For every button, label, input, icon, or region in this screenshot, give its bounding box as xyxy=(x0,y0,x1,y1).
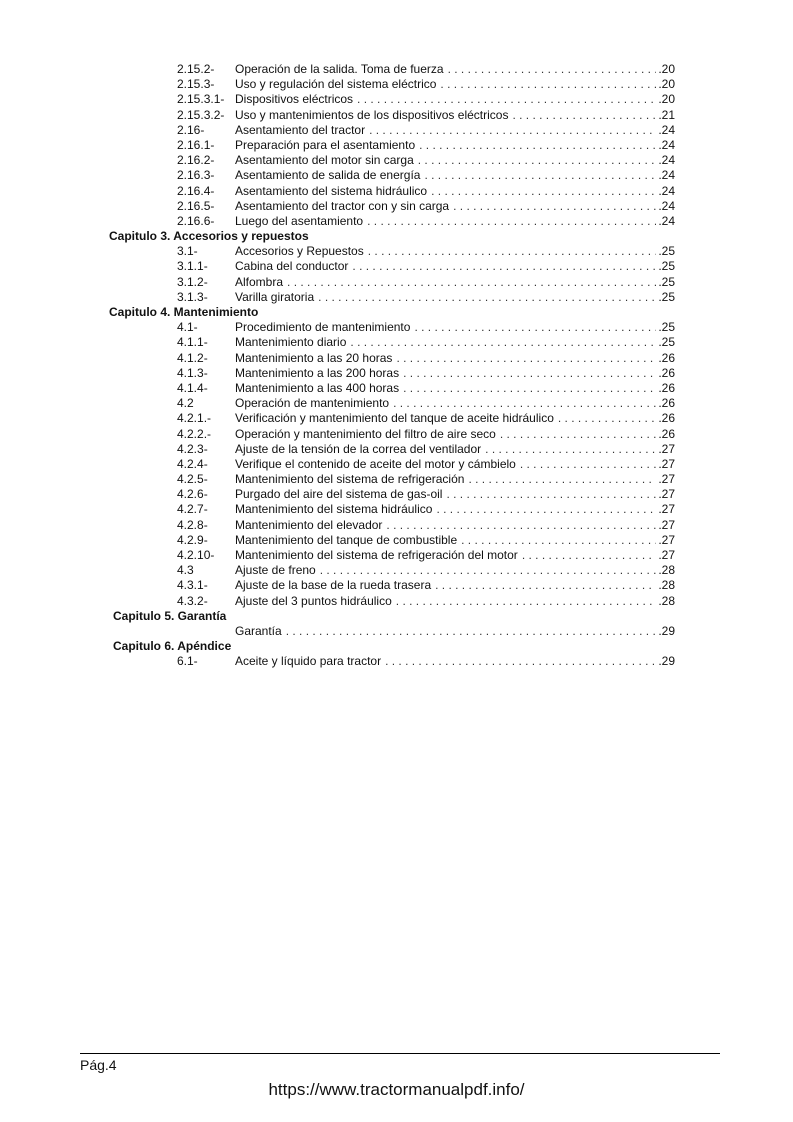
dot-leader xyxy=(453,199,656,214)
dot-leader xyxy=(436,502,656,517)
entry-number: 4.3.2- xyxy=(177,593,208,608)
entry-title: Preparación para el asentamiento xyxy=(235,138,419,153)
dot-leader xyxy=(424,168,656,183)
toc-chapter-heading[interactable] xyxy=(0,229,793,244)
entry-page: .24 xyxy=(658,137,675,152)
entry-title-wrap xyxy=(235,275,675,290)
entry-title-wrap xyxy=(235,624,675,639)
entry-title-wrap xyxy=(235,411,675,426)
entry-title: Operación de mantenimiento xyxy=(235,396,393,411)
entry-page: .25 xyxy=(658,274,675,289)
entry-title-wrap xyxy=(235,578,675,593)
entry-number: 3.1.1- xyxy=(177,259,208,274)
entry-title-wrap xyxy=(235,487,675,502)
toc-entry[interactable] xyxy=(0,548,793,563)
dot-leader xyxy=(500,427,657,442)
entry-title: Asentamiento del sistema hidráulico xyxy=(235,184,431,199)
entry-title-wrap xyxy=(235,123,675,138)
entry-number: 4.1.4- xyxy=(177,380,208,395)
toc-entry[interactable] xyxy=(0,366,793,381)
toc-entry[interactable] xyxy=(0,153,793,168)
dot-leader xyxy=(403,381,656,396)
entry-title: Mantenimiento a las 20 horas xyxy=(235,351,396,366)
entry-title: Mantenimiento del tanque de combustible xyxy=(235,533,461,548)
entry-page: .24 xyxy=(658,198,675,213)
dot-leader xyxy=(431,184,656,199)
toc-entry[interactable] xyxy=(0,624,793,639)
entry-title-wrap xyxy=(235,259,675,274)
toc-entry[interactable] xyxy=(0,77,793,92)
entry-page: .26 xyxy=(658,380,675,395)
entry-page: .26 xyxy=(658,426,675,441)
entry-page: .29 xyxy=(658,654,675,669)
entry-title: Luego del asentamiento xyxy=(235,214,367,229)
entry-title-wrap xyxy=(235,108,675,123)
toc-entry[interactable] xyxy=(0,92,793,107)
entry-title: Mantenimiento del sistema hidráulico xyxy=(235,502,436,517)
toc-entry[interactable] xyxy=(0,275,793,290)
entry-title: Ajuste de freno xyxy=(235,563,320,578)
entry-title-wrap xyxy=(235,77,675,92)
toc-entry[interactable] xyxy=(0,533,793,548)
entry-title-wrap xyxy=(235,320,675,335)
entry-title-wrap xyxy=(235,654,675,669)
entry-title-wrap xyxy=(235,153,675,168)
entry-page: .27 xyxy=(658,487,675,502)
entry-title: Dispositivos eléctricos xyxy=(235,92,357,107)
entry-title-wrap xyxy=(235,548,675,563)
entry-title-wrap xyxy=(235,396,675,411)
entry-title: Operación y mantenimiento del filtro de aire seco xyxy=(235,427,500,442)
entry-number: 2.16.2- xyxy=(177,153,215,168)
entry-number: 4.2.1.- xyxy=(177,411,212,426)
dot-leader xyxy=(419,138,656,153)
dot-leader xyxy=(418,153,657,168)
entry-page: .29 xyxy=(658,623,675,638)
dot-leader xyxy=(350,335,656,350)
toc-entry[interactable] xyxy=(0,502,793,517)
entry-title: Purgado del aire del sistema de gas-oil xyxy=(235,487,446,502)
footer-divider xyxy=(80,1053,720,1054)
entry-title: Verifique el contenido de aceite del motor y cámbielo xyxy=(235,457,520,472)
entry-title: Asentamiento del tractor xyxy=(235,123,369,138)
dot-leader xyxy=(368,244,657,259)
entry-title: Mantenimiento diario xyxy=(235,335,350,350)
dot-leader xyxy=(287,275,656,290)
entry-page: .27 xyxy=(658,502,675,517)
entry-page: .20 xyxy=(658,62,675,76)
entry-number: 6.1- xyxy=(177,654,198,669)
entry-page: .20 xyxy=(658,77,675,92)
entry-title-wrap xyxy=(235,533,675,548)
chapter-title: Capitulo 5. Garantía xyxy=(113,608,227,623)
entry-page: .20 xyxy=(658,92,675,107)
footer-url[interactable]: https://www.tractormanualpdf.info/ xyxy=(268,1080,525,1099)
entry-number: 4.2.7- xyxy=(177,502,208,517)
toc-entry[interactable] xyxy=(0,351,793,366)
entry-page: .27 xyxy=(658,532,675,547)
entry-number: 4.2.2.- xyxy=(177,426,212,441)
entry-number: 4.2.8- xyxy=(177,517,208,532)
entry-title-wrap xyxy=(235,472,675,487)
toc-entry[interactable] xyxy=(0,138,793,153)
entry-title: Asentamiento de salida de energía xyxy=(235,168,424,183)
toc-entry[interactable] xyxy=(0,427,793,442)
entry-page: .27 xyxy=(658,472,675,487)
toc-entry[interactable] xyxy=(0,290,793,305)
toc-entry[interactable] xyxy=(0,123,793,138)
dot-leader xyxy=(440,77,656,92)
entry-number: 2.16.4- xyxy=(177,183,215,198)
dot-leader xyxy=(468,472,656,487)
toc-entry[interactable] xyxy=(0,184,793,199)
dot-leader xyxy=(414,320,656,335)
entry-title: Aceite y líquido para tractor xyxy=(235,654,385,669)
entry-number: 2.15.3.2- xyxy=(177,107,225,122)
dot-leader xyxy=(448,62,657,77)
entry-title-wrap xyxy=(235,518,675,533)
toc-entry[interactable] xyxy=(0,594,793,609)
dot-leader xyxy=(318,290,656,305)
entry-title-wrap xyxy=(235,92,675,107)
dot-leader xyxy=(352,259,656,274)
dot-leader xyxy=(520,457,656,472)
table-of-contents xyxy=(0,62,793,670)
toc-chapter-heading[interactable] xyxy=(0,609,793,624)
entry-page: .26 xyxy=(658,396,675,411)
toc-entry[interactable] xyxy=(0,518,793,533)
entry-page: .24 xyxy=(658,168,675,183)
entry-title-wrap xyxy=(235,427,675,442)
dot-leader xyxy=(403,366,656,381)
entry-title: Asentamiento del tractor con y sin carga xyxy=(235,199,453,214)
entry-title: Cabina del conductor xyxy=(235,259,352,274)
entry-page: .28 xyxy=(658,563,675,578)
toc-entry[interactable] xyxy=(0,199,793,214)
entry-title-wrap xyxy=(235,199,675,214)
entry-title: Ajuste del 3 puntos hidráulico xyxy=(235,594,396,609)
dot-leader xyxy=(320,563,657,578)
entry-page: .25 xyxy=(658,335,675,350)
toc-entry[interactable] xyxy=(0,108,793,123)
entry-page: .25 xyxy=(658,289,675,304)
dot-leader xyxy=(386,518,656,533)
entry-title-wrap xyxy=(235,244,675,259)
entry-number: 3.1.2- xyxy=(177,274,208,289)
dot-leader xyxy=(558,411,656,426)
entry-title: Accesorios y Repuestos xyxy=(235,244,368,259)
entry-number: 4.1.2- xyxy=(177,350,208,365)
toc-chapter-heading[interactable] xyxy=(0,639,793,654)
entry-page: .28 xyxy=(658,578,675,593)
entry-title: Uso y regulación del sistema eléctrico xyxy=(235,77,440,92)
toc-entry[interactable] xyxy=(0,472,793,487)
entry-number: 2.16- xyxy=(177,122,205,137)
toc-entry[interactable] xyxy=(0,62,793,77)
entry-title: Mantenimiento a las 200 horas xyxy=(235,366,403,381)
toc-entry[interactable] xyxy=(0,411,793,426)
entry-page: .26 xyxy=(658,350,675,365)
entry-number: 2.15.3- xyxy=(177,77,215,92)
entry-title: Mantenimiento del sistema de refrigeración xyxy=(235,472,468,487)
entry-page: .27 xyxy=(658,456,675,471)
entry-number: 4.2.9- xyxy=(177,532,208,547)
entry-title-wrap xyxy=(235,594,675,609)
entry-page: .24 xyxy=(658,153,675,168)
entry-page: .21 xyxy=(658,107,675,122)
entry-title: Verificación y mantenimiento del tanque de aceite hidráulico xyxy=(235,411,558,426)
entry-title: Ajuste de la base de la rueda trasera xyxy=(235,578,435,593)
entry-page: .27 xyxy=(658,441,675,456)
dot-leader xyxy=(461,533,656,548)
entry-number: 2.16.1- xyxy=(177,137,215,152)
dot-leader xyxy=(512,108,656,123)
dot-leader xyxy=(367,214,656,229)
entry-number: 2.16.3- xyxy=(177,168,215,183)
entry-title: Mantenimiento a las 400 horas xyxy=(235,381,403,396)
entry-number: 2.16.5- xyxy=(177,198,215,213)
entry-number: 4.2.3- xyxy=(177,441,208,456)
toc-entry[interactable] xyxy=(0,487,793,502)
toc-chapter-heading[interactable] xyxy=(0,305,793,320)
entry-title-wrap xyxy=(235,442,675,457)
entry-title: Ajuste de la tensión de la correa del ventilador xyxy=(235,442,485,457)
chapter-title: Capitulo 4. Mantenimiento xyxy=(109,305,259,319)
entry-number: 4.2 xyxy=(177,396,194,411)
entry-title-wrap xyxy=(235,351,675,366)
entry-title: Mantenimiento del sistema de refrigeración del motor xyxy=(235,548,522,563)
toc-entry[interactable] xyxy=(0,442,793,457)
entry-page: .28 xyxy=(658,593,675,608)
entry-page: .25 xyxy=(658,320,675,335)
toc-entry[interactable] xyxy=(0,578,793,593)
toc-entry[interactable] xyxy=(0,320,793,335)
chapter-title: Capitulo 3. Accesorios y repuestos xyxy=(109,229,309,244)
entry-page: .25 xyxy=(658,244,675,259)
entry-title: Varilla giratoria xyxy=(235,290,318,305)
toc-entry[interactable] xyxy=(0,259,793,274)
entry-number: 4.1- xyxy=(177,320,198,335)
dot-leader xyxy=(369,123,656,138)
entry-number: 3.1- xyxy=(177,244,198,259)
entry-page: .24 xyxy=(658,213,675,228)
entry-number: 2.15.3.1- xyxy=(177,92,225,107)
dot-leader xyxy=(485,442,656,457)
toc-entry[interactable] xyxy=(0,457,793,472)
dot-leader xyxy=(385,654,656,669)
entry-title-wrap xyxy=(235,335,675,350)
toc-entry[interactable] xyxy=(0,563,793,578)
entry-title-wrap xyxy=(235,138,675,153)
entry-number: 4.2.6- xyxy=(177,487,208,502)
toc-entry[interactable] xyxy=(0,335,793,350)
entry-number: 4.2.5- xyxy=(177,472,208,487)
entry-page: .27 xyxy=(658,517,675,532)
entry-number: 4.1.1- xyxy=(177,335,208,350)
entry-number: 4.3.1- xyxy=(177,578,208,593)
chapter-title: Capitulo 6. Apéndice xyxy=(113,639,232,654)
entry-title: Operación de la salida. Toma de fuerza xyxy=(235,62,448,77)
entry-page: .27 xyxy=(658,548,675,562)
toc-entry[interactable] xyxy=(0,381,793,396)
entry-title-wrap xyxy=(235,290,675,305)
entry-title-wrap xyxy=(235,563,675,578)
entry-title: Uso y mantenimientos de los dispositivos eléctricos xyxy=(235,108,512,123)
entry-title-wrap xyxy=(235,366,675,381)
dot-leader xyxy=(393,396,656,411)
entry-number: 4.1.3- xyxy=(177,365,208,380)
entry-number: 4.2.10- xyxy=(177,548,215,562)
entry-number: 4.2.4- xyxy=(177,456,208,471)
entry-title: Alfombra xyxy=(235,275,287,290)
dot-leader xyxy=(435,578,656,593)
entry-title-wrap xyxy=(235,214,675,229)
entry-title: Mantenimiento del elevador xyxy=(235,518,386,533)
page-number: Pág.4 xyxy=(80,1057,117,1073)
dot-leader xyxy=(357,92,656,107)
toc-entry[interactable] xyxy=(0,654,793,669)
dot-leader xyxy=(522,548,657,563)
entry-page: .25 xyxy=(658,259,675,274)
entry-number: 2.16.6- xyxy=(177,213,215,228)
toc-entry[interactable] xyxy=(0,396,793,411)
toc-entry[interactable] xyxy=(0,214,793,229)
entry-title-wrap xyxy=(235,168,675,183)
entry-title-wrap xyxy=(235,457,675,472)
dot-leader xyxy=(396,594,657,609)
toc-entry[interactable] xyxy=(0,168,793,183)
entry-title: Asentamiento del motor sin carga xyxy=(235,153,418,168)
entry-page: .24 xyxy=(658,183,675,198)
entry-title-wrap xyxy=(235,381,675,396)
entry-title-wrap xyxy=(235,502,675,517)
entry-title: Procedimiento de mantenimiento xyxy=(235,320,414,335)
dot-leader xyxy=(286,624,657,639)
entry-page: .24 xyxy=(658,122,675,137)
entry-number: 4.3 xyxy=(177,563,194,578)
entry-title: Garantía xyxy=(235,624,286,639)
entry-number: 3.1.3- xyxy=(177,289,208,304)
entry-title-wrap xyxy=(235,184,675,199)
entry-page: .26 xyxy=(658,411,675,426)
toc-entry[interactable] xyxy=(0,244,793,259)
entry-title-wrap xyxy=(235,62,675,77)
entry-page: .26 xyxy=(658,365,675,380)
dot-leader xyxy=(396,351,656,366)
entry-number: 2.15.2- xyxy=(177,62,215,76)
dot-leader xyxy=(446,487,656,502)
